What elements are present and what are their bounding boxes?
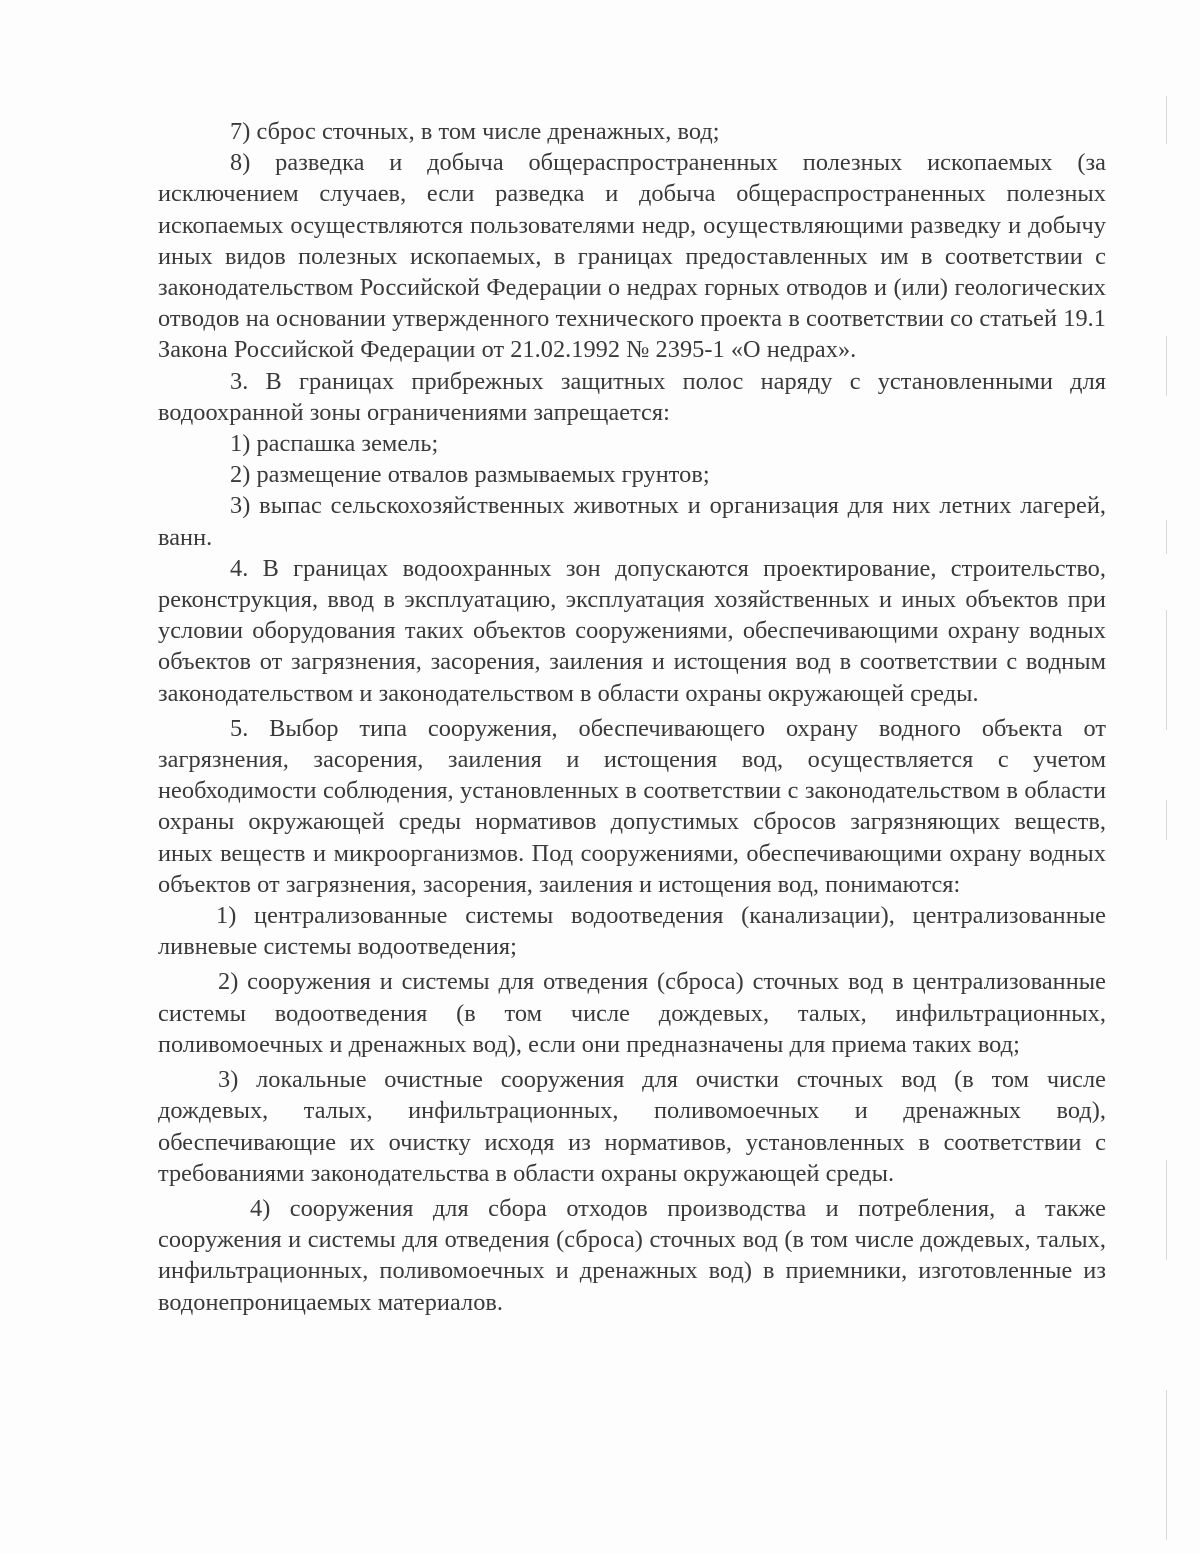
scan-edge-mark <box>1166 1160 1167 1260</box>
document-body <box>158 116 1106 1318</box>
paragraph-section-4: 4. В границах водоохранных зон допускаются проектирование, строительство, реконструкция, ввод в эксплуатацию, эксплуатация хозяйственных и иных объектов при условии оборудования таких объектов сооружениями, обеспечивающими охрану водных объектов от загрязнения, засорения, заиления и истощения вод в соответствии с водным законодательством и законодательством в области охраны окружающей среды. <box>158 554 1106 707</box>
paragraph-section-5: 5. Выбор типа сооружения, обеспечивающего охрану водного объекта от загрязнения, засорения, заиления и истощения вод, осуществляется с учетом необходимости соблюдения, установленных в соответствии с законодательством в области охраны окружающей среды нормативов допустимых сбросов загрязняющих веществ, иных веществ и микроорганизмов. Под сооружениями, обеспечивающими охрану водных объектов от загрязнения, засорения, заиления и истощения вод, понимаются: <box>158 714 1106 898</box>
paragraph-section-5-item-2: 2) сооружения и системы для отведения (сброса) сточных вод в централизованные системы водоотведения (в том числе дождевых, талых, инфильтрационных, поливомоечных и дренажных вод), если они предназначены для приема таких вод; <box>158 968 1106 1058</box>
scan-edge-mark <box>1166 1390 1167 1540</box>
paragraph-item-8: 8) разведка и добыча общераспространенных полезных ископаемых (за исключением случаев, если разведка и добыча общераспространенных полезных ископаемых осуществляются пользователями недр, осуществляющими разведку и добычу иных видов полезных ископаемых, в границах предоставленных им в соответствии с законодательством Российской Федерации о недрах горных отводов и (или) геологических отводов на основании утвержденного технического проекта в соответствии со статьей 19.1 Закона Российской Федерации от 21.02.1992 № 2395-1 «О недрах». <box>158 149 1106 364</box>
paragraph-section-5-item-4: 4) сооружения для сбора отходов производства и потребления, а также сооружения и системы для отведения (сброса) сточных вод (в том числе дождевых, талых, инфильтрационных, поливомоечных и дренажных вод) в приемники, изготовленные из водонепроницаемых материалов. <box>158 1194 1106 1316</box>
scan-edge-mark <box>1166 96 1167 144</box>
paragraph-section-3-item-3: 3) выпас сельскохозяйственных животных и организация для них летних лагерей, ванн. <box>158 492 1106 551</box>
paragraph-item-7: 7) сброс сточных, в том числе дренажных, вод; <box>230 118 720 145</box>
scan-edge-mark <box>1166 610 1167 730</box>
scan-edge-mark <box>1166 800 1167 840</box>
paragraph-section-3-item-1: 1) распашка земель; <box>230 430 439 458</box>
paragraph-section-5-item-3: 3) локальные очистные сооружения для очистки сточных вод (в том числе дождевых, талых, инфильтрационных, поливомоечных и дренажных вод), обеспечивающие их очистку исходя из нормативов, установленных в соответствии с требованиями законодательства в области охраны окружающей среды. <box>158 1066 1106 1187</box>
scan-edge-mark <box>1166 520 1167 554</box>
paragraph-section-3: 3. В границах прибрежных защитных полос наряду с установленными для водоохранной зоны ограничениями запрещается: <box>158 367 1106 426</box>
scan-edge-mark <box>1166 336 1167 396</box>
paragraph-section-3-item-2: 2) размещение отвалов размываемых грунтов; <box>230 461 710 489</box>
paragraph-section-5-item-1: 1) централизованные системы водоотведения (канализации), централизованные ливневые системы водоотведения; <box>158 902 1106 961</box>
